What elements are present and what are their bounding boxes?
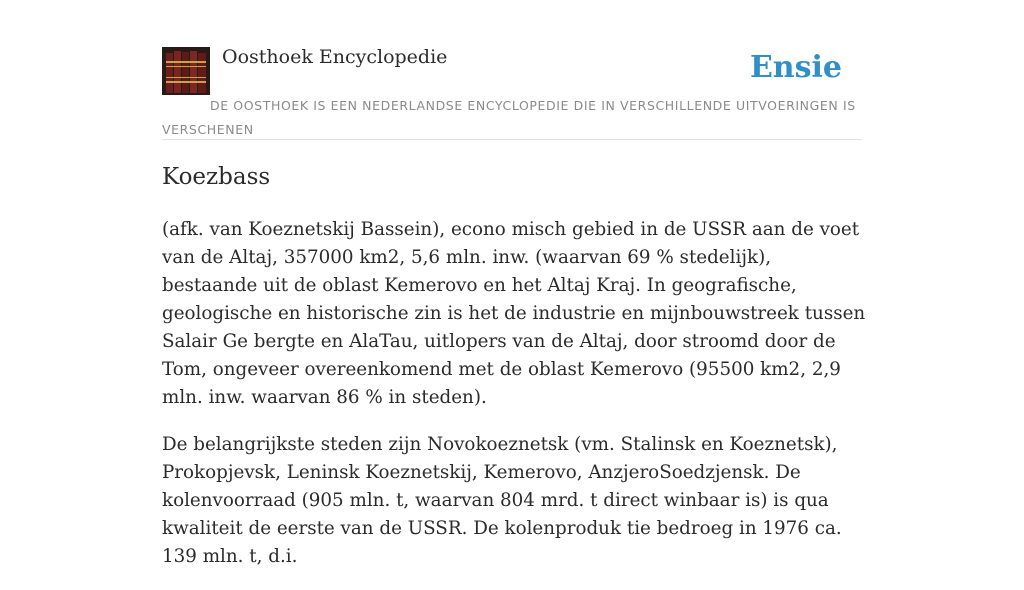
book-spines-icon — [162, 47, 210, 95]
site-avatar[interactable] — [162, 47, 210, 95]
article-body — [162, 216, 867, 590]
article-title: Koezbass — [162, 164, 271, 190]
article-paragraph: (afk. van Koeznetskij Bassein), econo misch gebied in de USSR aan de voet van de Altaj, 357000 km2, 5,6 mln. inw. (waarvan 69 % stedelijk), bestaande uit de oblast Kemerovo en het Altaj Kraj. In geografische, geologische en historische zin is het de industrie en mijnbouwstreek tussen Salair Ge bergte en AlaTau, uitlopers van de Altaj, door stroomd door de Tom, ongeveer overeenkomend met de oblast Kemerovo (95500 km2, 2,9 mln. inw. waarvan 86 % in steden). — [162, 219, 866, 408]
article-paragraph: De belangrijkste steden zijn Novokoeznetsk (vm. Stalinsk en Koeznetsk), Prokopjevsk, Leninsk Koeznetskij, Kemerovo, AnzjeroSoedzjensk. De kolenvoorraad (905 mln. t, waarvan 804 mrd. t direct winbaar is) is qua kwaliteit de eerste van de USSR. De kolenproduk tie bedroeg in 1976 ca. 139 mln. t, d.i. — [162, 434, 842, 567]
site-tagline: DE OOSTHOEK IS EEN NEDERLANDSE ENCYCLOPEDIE DIE IN VERSCHILLENDE UITVOERINGEN IS VERSCHENEN — [162, 98, 856, 137]
site-name[interactable]: Oosthoek Encyclopedie — [222, 46, 448, 68]
brand-logo[interactable]: Ensie — [749, 50, 842, 85]
header-divider — [162, 139, 862, 140]
